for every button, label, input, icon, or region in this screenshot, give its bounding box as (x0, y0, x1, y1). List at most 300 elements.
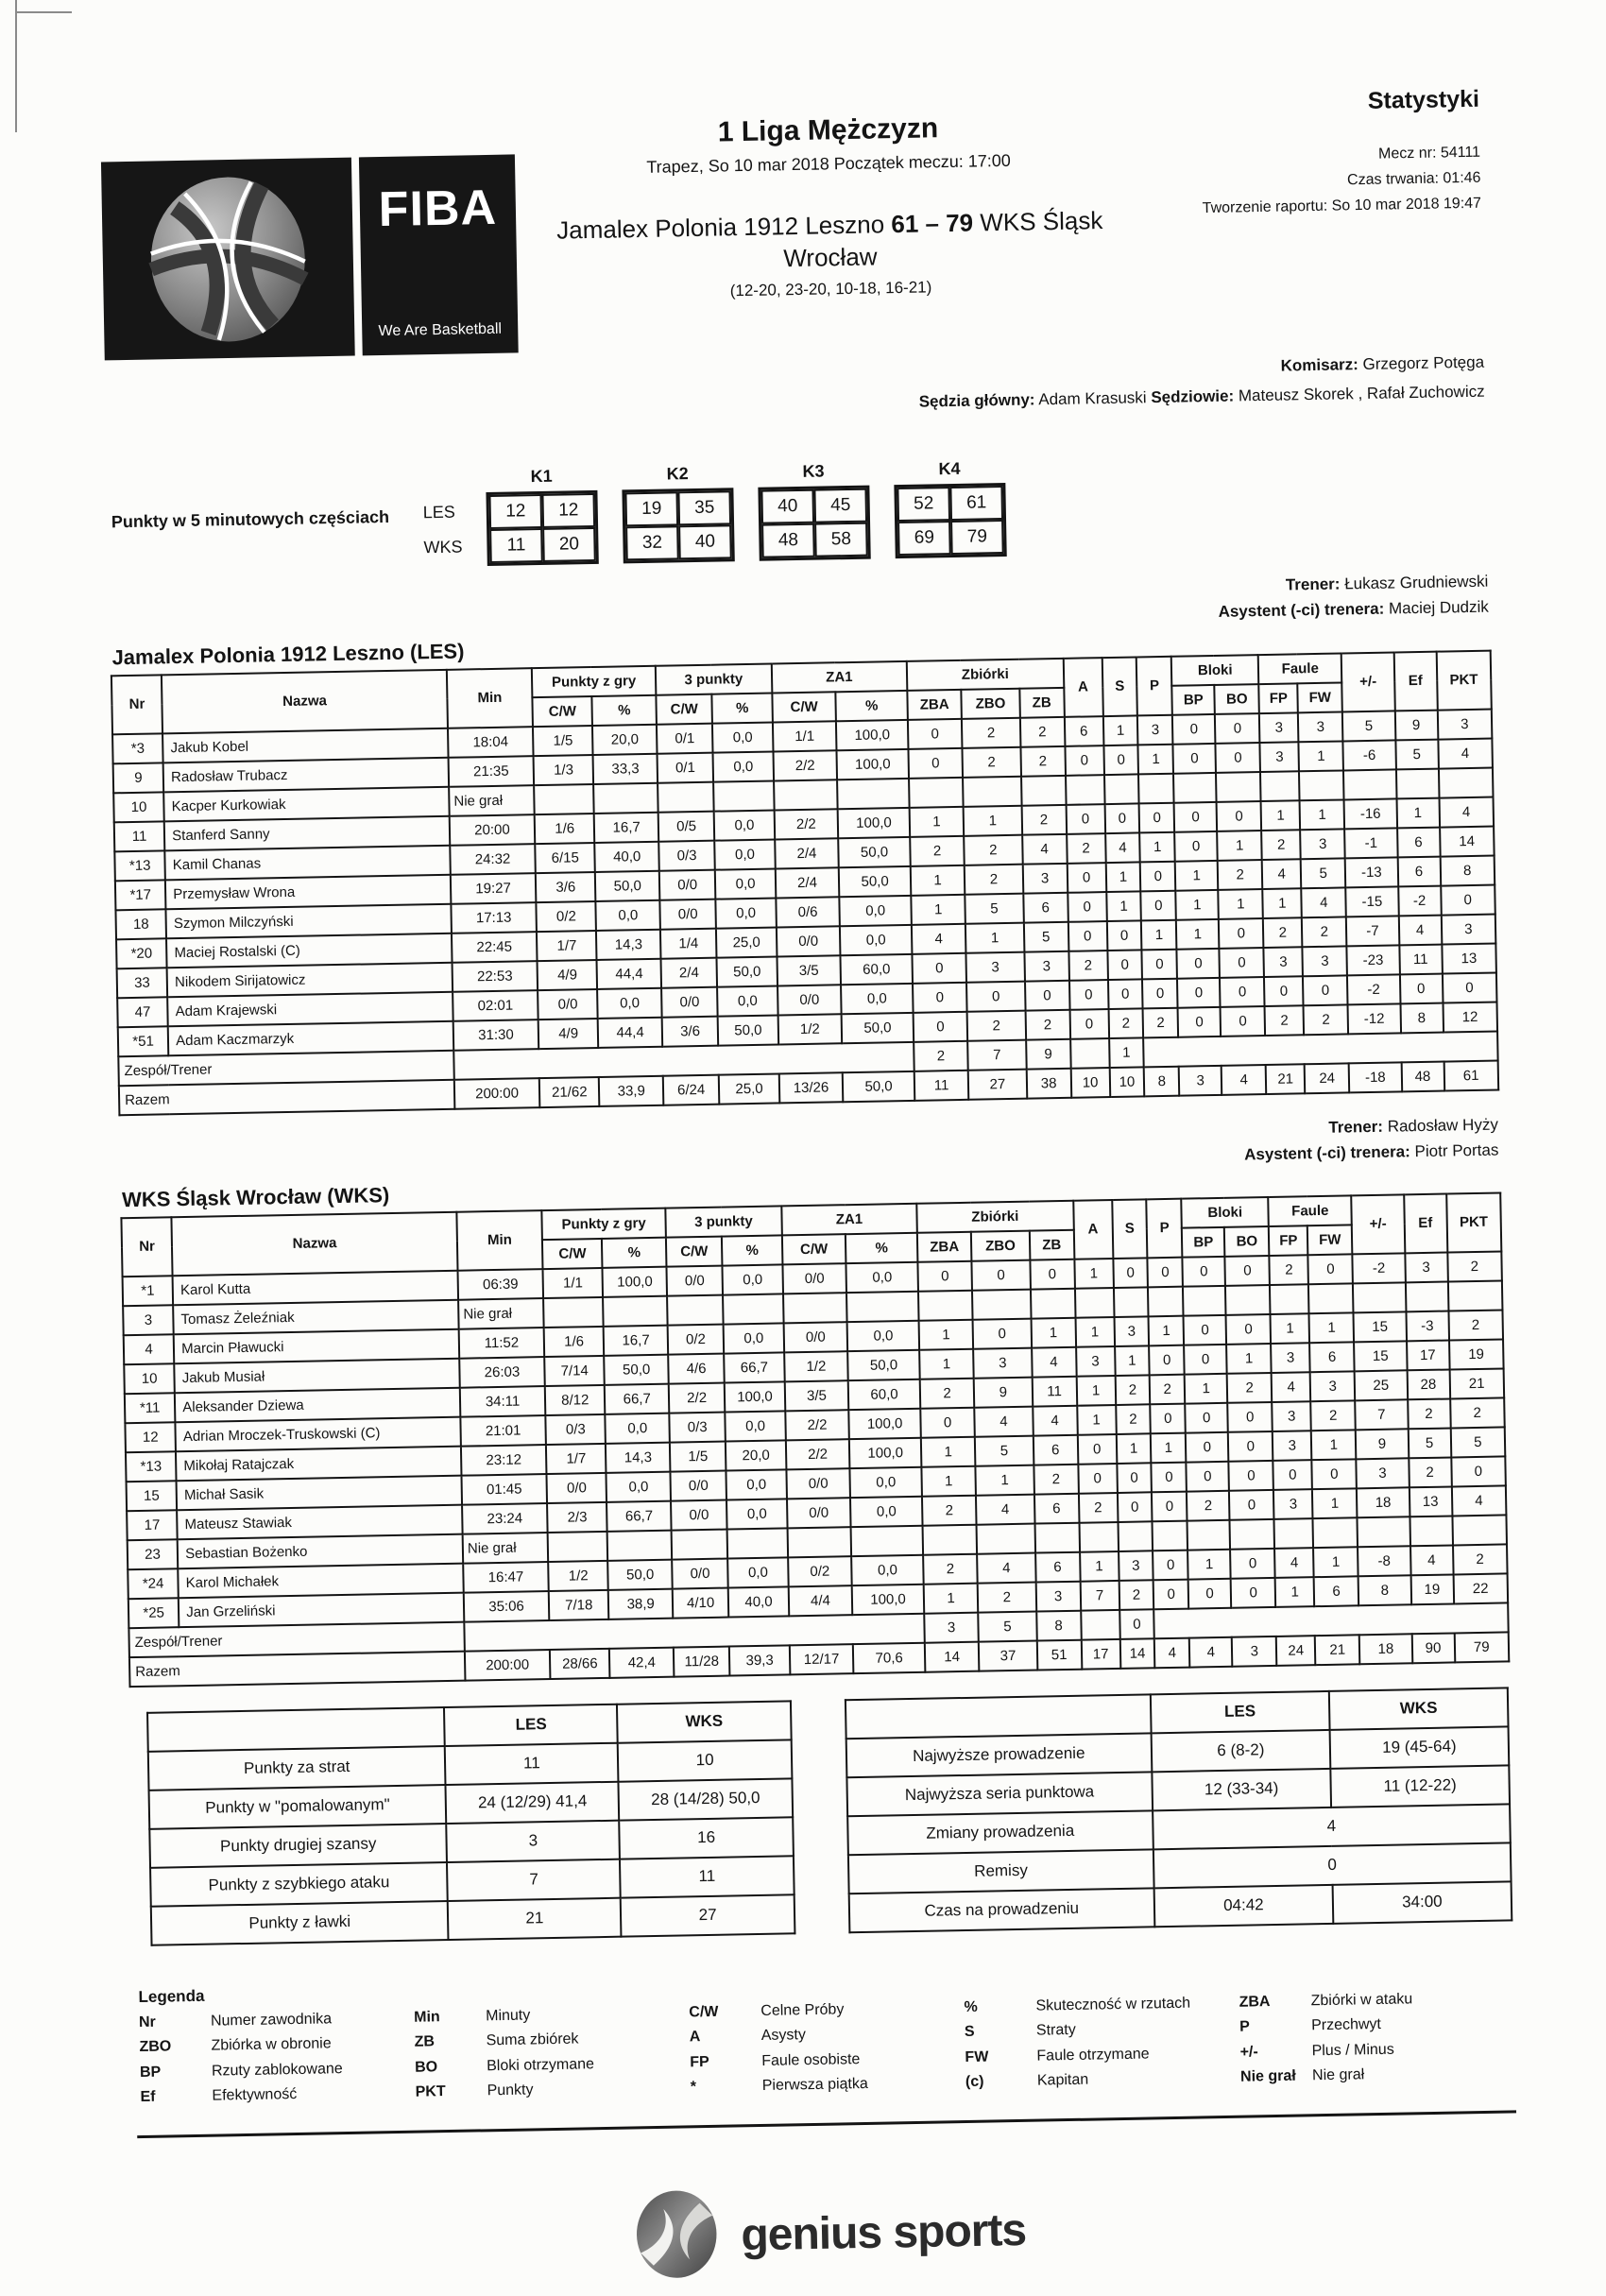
stat-cell (1031, 1289, 1076, 1319)
stat-cell: 11 (1399, 944, 1443, 974)
stat-cell: 200:00 (454, 1078, 540, 1109)
stat-cell: 4 (1301, 887, 1346, 917)
score-cell: 69 (897, 521, 951, 556)
stat-cell: 13 (1409, 1486, 1452, 1516)
stat-cell: 50,0 (717, 956, 777, 986)
stat-cell: 8 (1440, 855, 1495, 885)
stat-cell: 66,7 (607, 1501, 671, 1532)
col-fp: FP (1269, 1225, 1307, 1256)
stat-cell: 0,0 (846, 1262, 918, 1293)
stat-cell: 100,0 (603, 1267, 667, 1297)
stat-cell: 0 (1177, 948, 1221, 978)
stat-cell: 3 (1310, 1371, 1356, 1401)
player-name: Szymon Milczyński (166, 903, 452, 938)
col-plusminus: +/- (1341, 652, 1394, 711)
stat-cell (1299, 770, 1344, 800)
summary-wks: 28 (14/28) 50,0 (619, 1778, 793, 1820)
stat-cell: 5 (1342, 711, 1395, 741)
meta-lines (1140, 140, 1481, 223)
stat-cell (1118, 1521, 1153, 1551)
les-header: LES (444, 1705, 618, 1746)
stat-cell: 5 (975, 1436, 1034, 1466)
team1-stats-table (111, 649, 1499, 1116)
stat-cell: 40,0 (595, 841, 659, 871)
stat-cell (713, 780, 774, 811)
stat-cell: Nie grał (463, 1533, 549, 1564)
col-nr: Nr (111, 675, 162, 734)
stat-cell (1405, 1281, 1448, 1311)
stat-cell: 1 (921, 1437, 976, 1467)
stat-cell: 2 (1302, 917, 1347, 947)
col-assists: A (1063, 658, 1102, 717)
stat-cell: 0/0 (659, 869, 716, 900)
stat-cell: 0 (1451, 1456, 1506, 1486)
player-name: Karol Kutta (173, 1271, 458, 1306)
quarter-header: K2 (666, 464, 689, 484)
stat-cell: 24 (1276, 1636, 1315, 1666)
stat-cell: 15 (1354, 1311, 1407, 1342)
stat-cell: 16,7 (604, 1326, 668, 1356)
summary-les: 24 (12/29) 41,4 (446, 1782, 620, 1824)
player-name: Maciej Rostalski (C) (166, 933, 452, 968)
stat-cell: 1 (964, 805, 1022, 835)
summary-label: Najwyższa seria punktowa (846, 1772, 1153, 1816)
report-created-line: Tworzenie raportu: So 10 mar 2018 19:47 (1202, 196, 1482, 217)
stat-cell (1260, 771, 1299, 801)
stat-cell: 0 (1215, 713, 1260, 744)
player-name: Marcin Pławucki (174, 1329, 459, 1364)
stat-cell: 2 (1270, 1255, 1308, 1285)
stat-cell: 0/0 (661, 986, 718, 1017)
stat-cell: 3 (1273, 1431, 1311, 1461)
stat-cell: 23:12 (461, 1445, 547, 1476)
stat-cell: 11/28 (674, 1646, 730, 1676)
stat-cell: 0 (1312, 1459, 1358, 1489)
legend-desc: Zbiórki w ataku (1310, 1991, 1413, 2010)
stat-cell: 1 (918, 1320, 973, 1350)
col-efficiency: Ef (1393, 651, 1437, 711)
stat-cell: 1 (921, 1466, 976, 1497)
team-code-les: LES (422, 502, 456, 523)
stat-cell: 0 (1139, 802, 1174, 832)
summary-les: 3 (446, 1821, 620, 1862)
legend-abbr: Min (414, 2009, 440, 2026)
stat-cell: 2 (965, 864, 1023, 894)
stat-cell: 1 (976, 1465, 1034, 1496)
stat-cell (1313, 1517, 1358, 1548)
team2-title: WKS Śląsk Wrocław (WKS) (121, 1182, 390, 1212)
stat-cell: 1/2 (777, 1014, 842, 1044)
stat-cell: 3 (1119, 1551, 1153, 1581)
stat-cell: 4/9 (538, 1019, 599, 1049)
stat-cell: 9 (1394, 710, 1438, 740)
stat-cell: 2/2 (774, 809, 838, 839)
stat-cell: 3/6 (662, 1016, 719, 1046)
stat-cell: 0 (1177, 977, 1221, 1007)
score-cell: 40 (760, 489, 814, 524)
quarter-scores-line: (12-20, 23-20, 10-18, 16-21) (729, 277, 932, 300)
stat-cell: 6/24 (663, 1074, 720, 1105)
stat-cell: 50,0 (847, 1350, 919, 1380)
stat-cell: 2/4 (660, 957, 717, 987)
stat-cell: 0 (1399, 973, 1443, 1003)
stat-cell: 22:53 (453, 961, 538, 992)
stat-cell: 100,0 (837, 748, 909, 779)
legend-item (965, 2065, 1241, 2096)
stat-cell: 79 (1454, 1632, 1509, 1662)
col-nr: Nr (121, 1217, 172, 1277)
stat-cell: 2 (1025, 1009, 1070, 1039)
stat-cell: 3 (1179, 1065, 1222, 1095)
stat-cell: 0 (1264, 976, 1303, 1006)
stat-cell: 0 (1442, 972, 1496, 1002)
player-number: *13 (126, 1451, 177, 1482)
summary-label: Punkty z ławki (151, 1901, 449, 1945)
legend-abbr: Nr (138, 2013, 156, 2030)
stat-cell: 25,0 (719, 1073, 779, 1104)
legend-desc: Rzuty zablokowane (211, 2060, 343, 2080)
stat-cell: 0 (1066, 804, 1104, 834)
legend-item (415, 2075, 691, 2105)
stat-cell: 0 (1119, 1609, 1154, 1639)
summary-label: Remisy (848, 1849, 1154, 1893)
col-min: Min (447, 668, 533, 728)
stat-cell: 15 (1354, 1341, 1407, 1371)
stat-cell: 3 (1271, 1343, 1309, 1373)
stat-cell: 0 (1069, 980, 1108, 1010)
stat-cell: 1 (1300, 799, 1345, 830)
stat-cell (607, 1531, 672, 1561)
team1-assistant: Asystent (-ci) trenera: Maciej Dudzik (1218, 597, 1489, 622)
col-blocks-group: Bloki (1181, 1197, 1269, 1228)
stat-cell: 2/3 (547, 1502, 607, 1533)
stat-cell: 2 (1263, 917, 1302, 948)
stat-cell: 1 (1175, 860, 1219, 890)
col-ft-group: ZA1 (781, 1204, 917, 1236)
col-zb: ZB (1029, 1230, 1074, 1260)
stat-cell: 0,0 (727, 1557, 788, 1587)
stat-cell: 50,0 (605, 1355, 669, 1385)
legend-desc: Nie grał (1311, 2066, 1365, 2084)
stat-cell: 0 (1077, 1434, 1116, 1465)
stat-cell (1353, 1282, 1406, 1312)
stat-cell: 3 (1441, 914, 1495, 944)
score-cell: 45 (813, 488, 867, 523)
legend (138, 1962, 1515, 2110)
stat-cell: 60,0 (841, 953, 913, 984)
stat-cell: 19:27 (451, 873, 537, 904)
stat-cell: 3 (1232, 1636, 1277, 1667)
stat-cell: 0 (1068, 892, 1106, 922)
genius-sports-wordmark: genius sports (740, 2204, 1027, 2260)
stat-cell: 4 (1154, 1638, 1189, 1669)
stat-cell: 44,4 (598, 1017, 662, 1047)
col-fg-group: Punkty z gry (541, 1208, 665, 1240)
stat-cell (909, 777, 964, 807)
summary-les: 04:42 (1153, 1885, 1333, 1927)
stat-cell (774, 780, 838, 810)
stat-cell: 6 (1397, 827, 1441, 857)
stat-cell: 4/4 (788, 1585, 852, 1616)
stat-cell: 6 (1034, 1494, 1080, 1524)
stat-cell: 50,0 (718, 1015, 778, 1045)
quarter-box-k4 (894, 458, 1007, 558)
stat-cell: 0 (1065, 745, 1103, 776)
stat-cell: 22 (1453, 1573, 1508, 1603)
stat-cell: 5 (1023, 921, 1068, 951)
match-result-line (518, 204, 1142, 280)
stat-cell: 28/66 (550, 1649, 610, 1679)
stat-cell: 9 (1356, 1429, 1409, 1459)
player-name: Tomasz Żeleźniak (173, 1300, 458, 1335)
player-name: Kamil Chanas (164, 845, 450, 880)
stat-cell: 0 (1225, 1256, 1271, 1286)
stat-cell: 0 (1106, 920, 1141, 951)
stat-cell: 1 (1309, 1312, 1355, 1343)
stat-cell: 21/62 (539, 1077, 600, 1107)
stat-cell: 26:03 (459, 1357, 545, 1388)
stat-cell: 0/2 (536, 901, 596, 932)
stat-cell: 1/1 (543, 1268, 604, 1298)
stat-cell (1153, 1521, 1187, 1551)
score-cell: 61 (949, 486, 1003, 521)
stat-cell: 6 (1065, 716, 1103, 746)
stat-cell: 1 (911, 894, 965, 924)
stat-cell: 0,0 (714, 810, 775, 840)
stat-cell: -2 (1353, 1253, 1406, 1283)
stat-cell (604, 1296, 668, 1327)
stat-cell: 1 (1271, 1313, 1309, 1344)
stat-cell: 14,3 (606, 1443, 670, 1473)
stat-cell: 0/3 (658, 840, 715, 870)
team-code-wks: WKS (423, 537, 463, 557)
stat-cell: 6 (1023, 892, 1068, 922)
stat-cell: 1/2 (548, 1561, 608, 1591)
stat-cell: 2 (1447, 1251, 1502, 1281)
stat-cell: 0,0 (717, 985, 777, 1016)
stat-cell (534, 784, 594, 814)
legend-column (964, 1991, 1240, 2096)
stat-cell: 4 (1105, 832, 1140, 863)
score-cell: 52 (897, 487, 950, 522)
player-name: Mateusz Stawiak (177, 1505, 462, 1540)
quarter-header: K3 (802, 461, 825, 482)
stat-cell: 1 (1175, 889, 1219, 919)
stat-cell: 0 (1025, 980, 1070, 1010)
col-pct: % (592, 694, 657, 725)
quarter-scores-label: Punkty w 5 minutowych częściach (111, 507, 390, 532)
team2-assistant: Asystent (-ci) trenera: Piotr Portas (1243, 1140, 1499, 1164)
stat-cell: 25,0 (716, 927, 777, 957)
stat-cell: 2 (1409, 1457, 1452, 1487)
stat-cell: 48 (1401, 1061, 1444, 1091)
player-name: Kacper Kurkowiak (163, 786, 449, 821)
genius-sports-icon (630, 2187, 723, 2285)
stat-cell: 2 (964, 834, 1022, 865)
score-cell: 79 (950, 520, 1004, 555)
stat-cell: 2 (1450, 1397, 1505, 1428)
stat-cell (1138, 773, 1173, 803)
wks-header: WKS (1329, 1688, 1509, 1729)
col-reb-group: Zbiórki (907, 658, 1064, 690)
stat-cell: 1 (1080, 1551, 1119, 1582)
col-cw: C/W (666, 1237, 723, 1267)
stat-cell: 5 (1450, 1427, 1505, 1457)
col-fouls-group: Faule (1269, 1195, 1353, 1226)
stat-cell: 0 (1187, 1462, 1230, 1492)
stat-cell (1452, 1515, 1507, 1545)
stat-cell: 6 (1033, 1435, 1078, 1465)
fiba-logo (101, 154, 521, 360)
stat-cell: 1 (919, 1349, 974, 1379)
stat-cell: 1/6 (535, 814, 595, 844)
col-efficiency: Ef (1404, 1193, 1447, 1253)
player-number: *11 (125, 1393, 176, 1423)
stat-cell: 4 (1189, 1637, 1233, 1668)
col-bo: BO (1224, 1226, 1270, 1257)
player-number: 23 (128, 1539, 179, 1569)
stat-cell: 2 (1227, 1373, 1273, 1403)
stat-cell: 1 (1263, 888, 1302, 918)
stat-cell: 2 (910, 835, 965, 865)
stat-cell (918, 1291, 973, 1321)
stat-cell: 2 (1020, 745, 1066, 776)
stat-cell (1270, 1284, 1308, 1314)
stat-cell: 6 (1309, 1342, 1355, 1372)
stat-cell: 3 (1273, 1489, 1312, 1519)
player-number: *1 (123, 1276, 174, 1306)
stat-cell (1066, 775, 1104, 805)
totals-label: Razem (129, 1652, 466, 1688)
stat-cell: 4 (977, 1553, 1035, 1584)
quarter-grid (622, 488, 734, 563)
points-breakdown-table (146, 1700, 795, 1945)
stat-cell: 27 (968, 1069, 1027, 1099)
stat-cell: 2 (1019, 716, 1065, 746)
stat-cell: 3 (1024, 951, 1069, 981)
stat-cell: 1/2 (784, 1351, 848, 1381)
legend-column (1239, 1985, 1515, 2090)
stat-cell: 2 (1218, 860, 1263, 890)
stat-cell: 0,0 (840, 895, 912, 925)
summary-les: 21 (448, 1898, 622, 1940)
legend-abbr: +/- (1239, 2044, 1258, 2061)
fiba-basketball-icon (101, 158, 355, 361)
stat-cell: 0,0 (712, 722, 773, 752)
stat-cell: 12 (1443, 1002, 1497, 1032)
player-name: Mikołaj Ratajczak (176, 1447, 461, 1482)
legend-desc: Bloki otrzymane (486, 2055, 595, 2075)
stat-cell: 4 (912, 923, 966, 953)
venue-date-line: Trapez, So 10 mar 2018 Początek meczu: 17:00 (646, 150, 1012, 177)
officials-block (105, 349, 1485, 432)
summary-les: 11 (445, 1743, 619, 1785)
stat-cell: 8 (1036, 1611, 1082, 1641)
player-name: Jakub Musiał (174, 1359, 459, 1394)
stat-cell: 7/14 (544, 1356, 605, 1386)
stat-cell: 0 (1108, 979, 1143, 1009)
stat-cell (1216, 772, 1261, 802)
stat-cell: 01:45 (461, 1474, 547, 1505)
stat-cell: 3/6 (536, 872, 596, 902)
stat-cell: 0 (1229, 1490, 1274, 1520)
stat-cell: 24 (1305, 1063, 1350, 1093)
stat-cell: 4 (1262, 859, 1301, 889)
away-team-name: WKS Śląsk Wrocław (783, 206, 1103, 273)
stat-cell: 4 (1222, 1065, 1267, 1095)
stat-cell: 1 (1105, 862, 1140, 892)
stat-cell (1034, 1523, 1080, 1553)
stat-cell: 1 (1185, 1374, 1228, 1404)
stat-cell: 50,0 (608, 1560, 673, 1590)
stat-cell: 0 (1078, 1464, 1117, 1494)
col-3p-group: 3 punkty (665, 1206, 781, 1237)
stat-cell: 100,0 (836, 719, 908, 749)
player-number: 17 (127, 1510, 178, 1540)
legend-desc: Efektywność (212, 2086, 298, 2104)
stat-cell: 3 (1437, 709, 1492, 739)
stat-cell: 4 (1438, 738, 1493, 768)
stat-cell: 2 (1067, 833, 1105, 864)
stat-cell: 0 (1030, 1259, 1075, 1290)
legend-desc: Faule otrzymane (1036, 2046, 1150, 2065)
legend-desc: Minuty (486, 2007, 531, 2025)
stat-cell: 21 (1266, 1064, 1305, 1094)
stat-cell: 14 (1119, 1638, 1154, 1669)
summary-label: Zmiany prowadzenia (847, 1810, 1153, 1855)
stat-cell: 1 (1140, 831, 1175, 862)
stat-cell (548, 1532, 608, 1562)
stat-cell: 0,0 (715, 839, 776, 869)
stat-cell: 2 (967, 1010, 1026, 1040)
stat-cell: 0 (1229, 1461, 1274, 1491)
stat-cell: 14,3 (596, 929, 660, 959)
col-cw: C/W (782, 1234, 846, 1264)
stat-cell: -13 (1345, 857, 1398, 887)
stat-cell: 1 (924, 1584, 979, 1614)
stat-cell: 90 (1411, 1633, 1455, 1663)
stat-cell: 0/0 (546, 1473, 607, 1503)
stat-cell: 4/10 (673, 1587, 729, 1618)
stat-cell: 11:52 (459, 1328, 545, 1359)
stat-cell: 38 (1026, 1068, 1071, 1098)
legend-desc: Kapitan (1036, 2071, 1089, 2089)
stat-cell: 2 (963, 746, 1021, 777)
stat-cell: Nie grał (449, 785, 535, 816)
stat-cell: 0,0 (596, 900, 660, 930)
legend-desc: Skuteczność w rzutach (1035, 1995, 1191, 2014)
stat-cell: 1 (1313, 1547, 1358, 1577)
stat-cell: -1 (1344, 828, 1397, 858)
stat-cell: 12/17 (790, 1644, 854, 1674)
col-bp: BP (1172, 685, 1216, 715)
stat-cell: -16 (1344, 798, 1397, 829)
stat-cell (1114, 1287, 1149, 1317)
legend-desc: Zbiórka w obronie (211, 2035, 332, 2054)
score-cell: 40 (678, 524, 732, 559)
quarter-header: K4 (938, 459, 961, 479)
report-header (100, 82, 1484, 361)
stat-cell: 16,7 (594, 812, 658, 842)
stat-cell: 42,4 (609, 1648, 674, 1678)
stat-cell: 3 (1260, 742, 1299, 772)
stat-cell: 8 (1400, 1002, 1444, 1033)
stat-cell: 8 (1358, 1575, 1411, 1605)
col-plusminus: +/- (1352, 1194, 1405, 1254)
league-title: 1 Liga Mężczyzn (717, 112, 939, 148)
stat-cell: 0 (1104, 803, 1139, 833)
stat-cell: Nie grał (458, 1298, 544, 1329)
